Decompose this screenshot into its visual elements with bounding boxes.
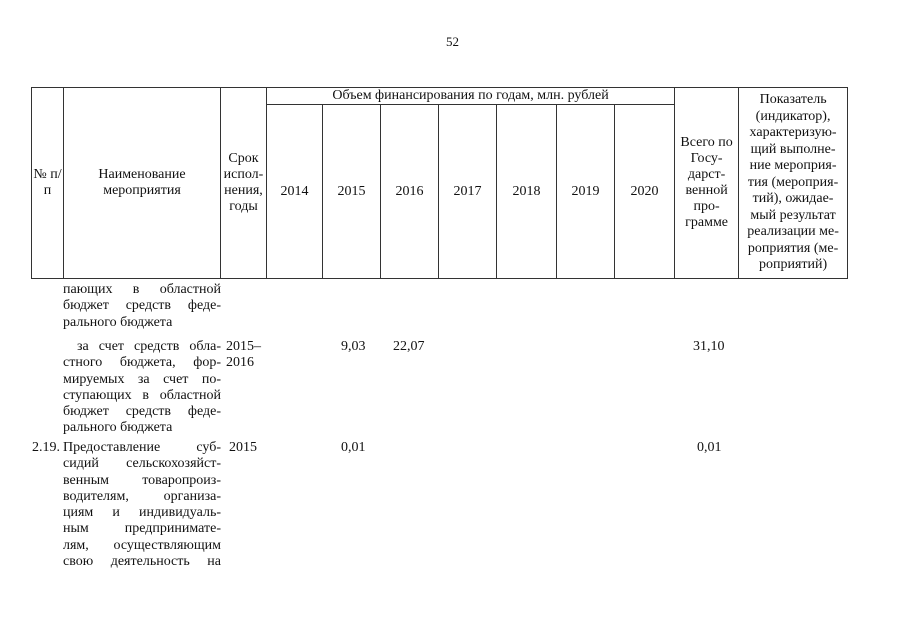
header-number: № п/п xyxy=(32,88,64,279)
row-2-line-3: водителям, организа- xyxy=(63,488,221,504)
row-2-name xyxy=(63,440,221,570)
header-indicator: Показатель (индикатор), характеризую-щий выполне-ние мероприя-тия (мероприя-тий), ожидае-мый результат реализации ме-роприятия (ме-роприятий) xyxy=(739,88,848,279)
header-year-2015: 2015 xyxy=(323,105,381,279)
row-2-line-2: венным товаропроиз- xyxy=(63,472,221,488)
row-1-term-line-0: 2015– xyxy=(226,339,261,354)
row-2-line-0: Предоставление суб- xyxy=(63,440,221,455)
row-1-total: 31,10 xyxy=(693,339,725,354)
table-header xyxy=(31,87,848,279)
row-2-line-4: циям и индивидуаль- xyxy=(63,505,221,521)
row-2-number: 2.19. xyxy=(32,440,60,455)
header-year-2014: 2014 xyxy=(267,105,323,279)
row-2-value-2015: 0,01 xyxy=(341,440,366,455)
row-1-value-2016: 22,07 xyxy=(393,339,425,354)
header-funding-group: Объем финансирования по годам, млн. рублей xyxy=(267,88,675,105)
row-0-line-0: пающих в областной xyxy=(63,282,221,297)
header-term: Срок испол-нения, годы xyxy=(221,88,267,279)
header-year-2020: 2020 xyxy=(615,105,675,279)
row-1-line-0: за счет средств обла- xyxy=(77,339,221,354)
row-1-line-4: бюджет средств феде- xyxy=(63,404,221,420)
header-year-2017: 2017 xyxy=(439,105,497,279)
row-1-name xyxy=(63,339,221,437)
row-2-term: 2015 xyxy=(229,440,257,455)
header-year-2019: 2019 xyxy=(557,105,615,279)
row-1-line-2: мируемых за счет по- xyxy=(63,371,221,387)
row-2-total: 0,01 xyxy=(697,440,722,455)
row-2-line-1: сидий сельскохозяйст- xyxy=(63,456,221,472)
row-0-name xyxy=(63,282,221,331)
header-year-2016: 2016 xyxy=(381,105,439,279)
row-1-value-2015: 9,03 xyxy=(341,339,366,354)
row-1-term-line-1: 2016 xyxy=(226,355,254,370)
row-1-term xyxy=(226,339,261,371)
row-2-line-6: лям, осуществляющим xyxy=(63,537,221,553)
row-0-line-2: рального бюджета xyxy=(63,314,173,330)
row-1-line-5: рального бюджета xyxy=(63,420,173,436)
page-number: 52 xyxy=(446,34,459,49)
header-total: Всего по Госу-дарст-венной про-грамме xyxy=(675,88,739,279)
row-2-line-5: ным предпринимате- xyxy=(63,521,221,537)
row-2-line-7: свою деятельность на xyxy=(63,554,221,570)
row-1-line-1: стного бюджета, фор- xyxy=(63,355,221,371)
row-1-line-3: ступающих в областной xyxy=(63,387,221,403)
row-0-line-1: бюджет средств феде- xyxy=(63,298,221,314)
header-year-2018: 2018 xyxy=(497,105,557,279)
header-name: Наименование мероприятия xyxy=(64,88,221,279)
